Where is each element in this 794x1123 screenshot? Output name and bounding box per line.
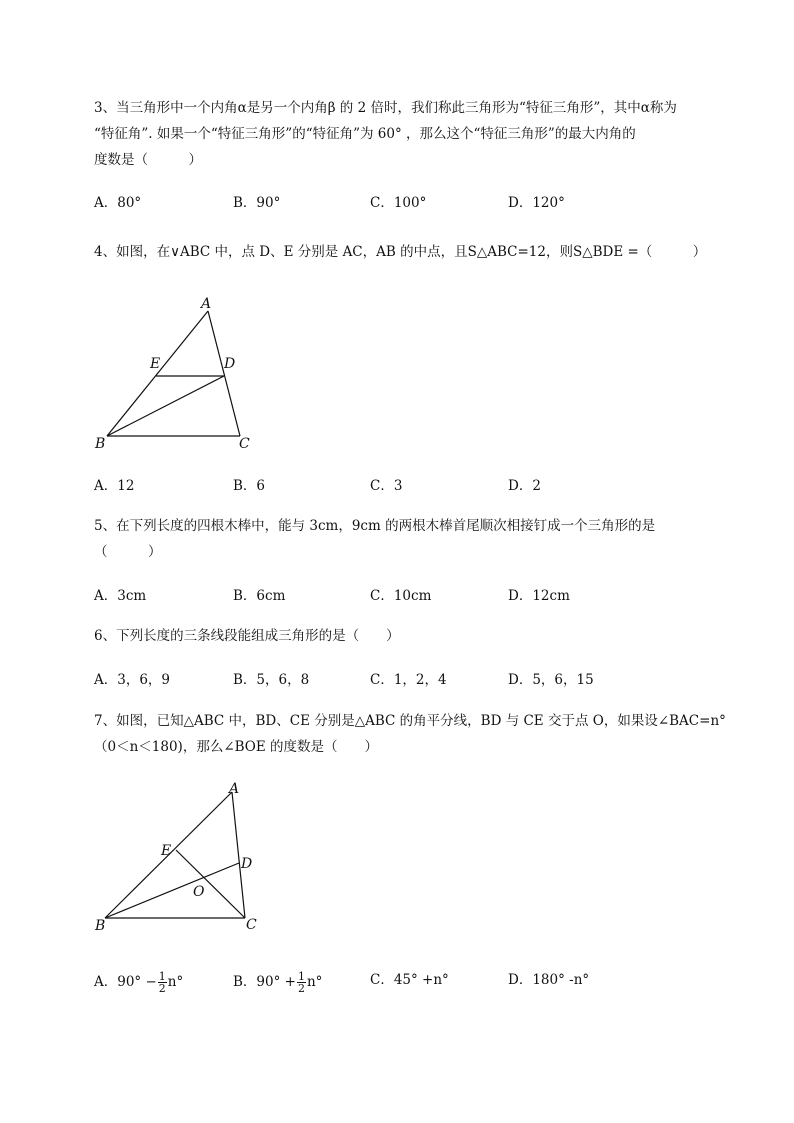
q5-option-d[interactable]: D．12cm [508,588,570,604]
q7-option-b-prefix: B．90° + [233,974,296,990]
q6-option-b[interactable]: B．5，6，8 [233,672,310,688]
q4-triangle-figure [90,290,270,455]
q3-text-line-2: “特征角”. 如果一个“特征三角形”的“特征角”为 60° ，那么这个“特征三角形”的最大内角的 [94,126,636,142]
q7-side-ac [232,792,245,918]
q7-option-a-fraction [158,971,167,994]
q7-label-o: O [193,884,205,900]
q3-option-c[interactable]: C．100° [370,195,427,211]
q4-option-d[interactable]: D．2 [508,478,541,494]
q6-text-line-1: 6、下列长度的三条线段能组成三角形的是（ ） [94,628,400,644]
q4-label-b: B [95,436,106,452]
q7-option-a-prefix: A．90° − [94,974,157,990]
q7-text-line-2: （0＜n＜180)，那么∠BOE 的度数是（ ） [94,739,379,755]
q3-text-line-1: 3、当三角形中一个内角α是另一个内角β 的 2 倍时，我们称此三角形为“特征三角形”，其中α称为 [94,100,677,116]
q7-bisector-bd [105,863,239,918]
q3-option-d[interactable]: D．120° [508,195,565,211]
q7-option-a-suffix: n° [167,974,184,990]
q3-text-line-3: 度数是（ ） [94,152,202,168]
q5-option-c[interactable]: C．10cm [370,588,432,604]
q7-triangle-figure [90,775,270,940]
q7-text-line-1: 7、如图，已知△ABC 中，BD、CE 分别是△ABC 的角平分线，BD 与 CE 交于点 O，如果设∠BAC=n° [94,713,726,729]
q7-option-b-frac-den: 2 [297,982,305,995]
q7-option-b-fraction [297,971,306,994]
q5-text-line-1: 5、在下列长度的四根木棒中，能与 3cm，9cm 的两根木棒首尾顺次相接钉成一个三角形的是 [94,518,656,534]
q3-options [94,194,694,212]
q4-label-e: E [150,356,161,372]
q7-option-c[interactable]: C．45° +n° [370,972,449,988]
q5-option-a[interactable]: A．3cm [94,588,147,604]
q4-label-c: C [239,436,250,452]
q5-option-b[interactable]: B．6cm [233,588,286,604]
q7-label-a: A [229,781,240,797]
q7-option-b-suffix: n° [306,974,323,990]
q4-side-ac [208,311,240,436]
q7-label-d: D [241,856,253,872]
q4-label-d: D [224,356,236,372]
q5-options [94,587,694,605]
q7-option-b-frac-num: 1 [297,970,305,983]
q7-option-a-frac-num: 1 [158,970,166,983]
q6-option-d[interactable]: D．5，6，15 [508,672,594,688]
q7-option-d[interactable]: D．180° -n° [508,972,590,988]
q7-option-a[interactable] [94,971,183,994]
q4-label-a: A [201,296,212,312]
q4-option-b[interactable]: B．6 [233,478,266,494]
q4-option-c[interactable]: C．3 [370,478,403,494]
q7-option-a-frac-den: 2 [158,982,166,995]
q5-text-line-2: （ ） [94,544,162,560]
q3-option-b[interactable]: B．90° [233,195,281,211]
q3-option-a[interactable]: A．80° [94,195,142,211]
q7-label-c: C [246,917,257,933]
q4-options [94,477,694,495]
q4-option-a[interactable]: A．12 [94,478,135,494]
q6-options [94,671,694,689]
q7-option-b[interactable] [233,971,322,994]
q4-text-line-1: 4、如图，在∨ABC 中，点 D、E 分别是 AC，AB 的中点，且S△ABC=12，则S△BDE =（ ） [94,244,707,260]
q4-segment-bd [107,376,224,436]
q6-option-a[interactable]: A．3，6，9 [94,672,171,688]
q6-option-c[interactable]: C．1，2，4 [370,672,447,688]
q7-label-e: E [161,843,172,859]
q4-side-ab [107,311,208,436]
q7-label-b: B [95,918,106,934]
q7-options [94,971,694,1003]
